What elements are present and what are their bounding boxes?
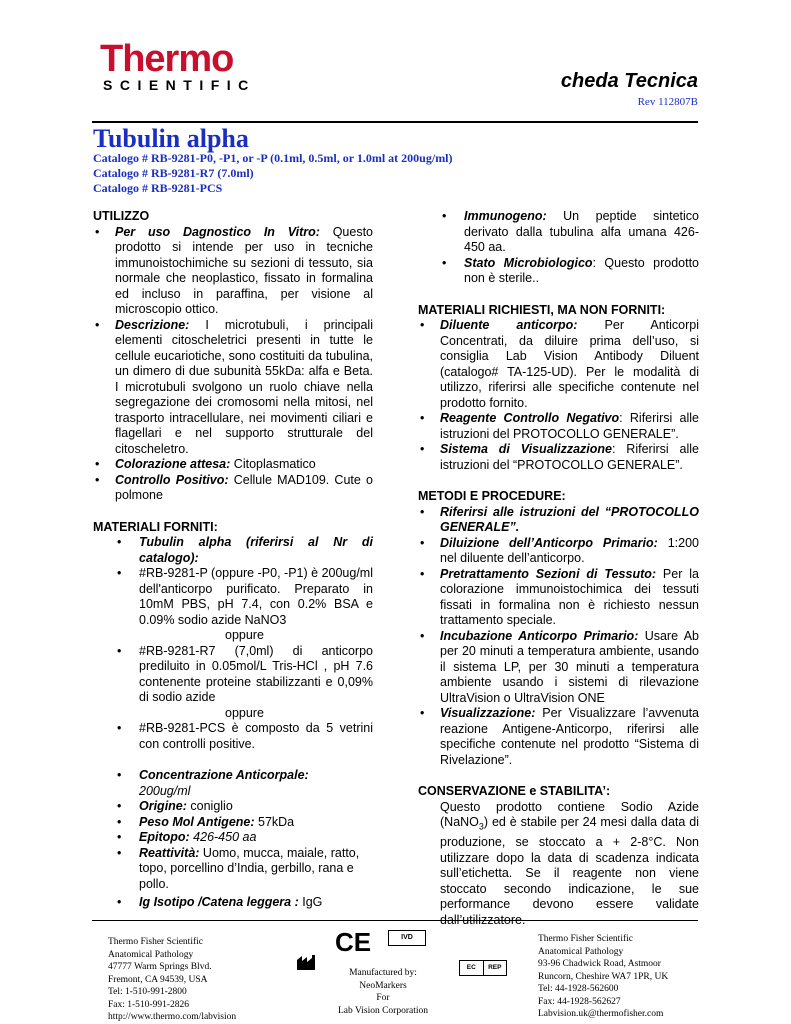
footer-line: 47777 Warm Springs Blvd. bbox=[108, 962, 212, 972]
item-text: : Riferirsi alle istruzioni del PROTOCOLLO GENERALE”. bbox=[440, 411, 699, 441]
footer-line: Fremont, CA 94539, USA bbox=[108, 974, 208, 985]
footer-address-uk bbox=[538, 933, 668, 1021]
footer-line: For bbox=[376, 993, 390, 1003]
section-heading-materiali-forniti: MATERIALI FORNITI: bbox=[93, 519, 218, 534]
footer-line: Tel: 44-1928-562600 bbox=[538, 984, 619, 994]
document-type: cheda Tecnica bbox=[560, 70, 698, 92]
item-text: Questo prodotto si intende per uso in tecniche immunoistochimiche su sezioni di tessuto, sia normale che neoplastico, fissato in formalina ed incluso in paraffina, per visione al microscopio ottico. bbox=[115, 224, 374, 316]
property-label: Epitopo: bbox=[139, 830, 190, 844]
list-item bbox=[93, 318, 373, 458]
list-item bbox=[93, 457, 373, 473]
ec-label: EC bbox=[460, 961, 484, 975]
item-label: Diluente anticorpo: bbox=[440, 318, 578, 332]
item-label: Incubazione Anticorpo Primario: bbox=[440, 628, 639, 643]
item-text: : Riferirsi alle istruzioni del “PROTOCOLLO GENERALE”. bbox=[440, 442, 699, 472]
list-item bbox=[93, 473, 373, 504]
item-label: Per uso Dagnostico In Vitro: bbox=[115, 224, 320, 239]
footer-line: Fax: 1-510-991-2826 bbox=[108, 999, 190, 1010]
list-item bbox=[93, 566, 373, 628]
item-text: Cellule MAD109. Cute o polmone bbox=[115, 472, 373, 502]
footer-line: 93-96 Chadwick Road, Astmoor bbox=[538, 959, 661, 969]
list-item bbox=[418, 209, 699, 256]
item-text: Per Anticorpi Concentrati, da diluire prima dell’uso, si consiglia Lab Vision Antibody Diluent (catalogo# TA-125-UD). Per le modalità di utilizzo, riferirsi alle specifiche contenute nel prodotto fornito. bbox=[440, 318, 699, 410]
property-item bbox=[93, 895, 373, 911]
footer-line: Lab Vision Corporation bbox=[337, 1005, 429, 1016]
item-label: Diluizione dell’Anticorpo Primario: bbox=[440, 535, 658, 550]
list-item bbox=[418, 411, 699, 442]
property-label: Peso Mol Antigene: bbox=[139, 814, 255, 829]
property-label: Origine: bbox=[139, 799, 187, 813]
section-heading-metodi: METODI E PROCEDURE: bbox=[418, 489, 566, 503]
footer-line: Anatomical Pathology bbox=[108, 949, 194, 960]
section-heading-conservazione: CONSERVAZIONE e STABILITA’: bbox=[418, 784, 611, 798]
storage-text bbox=[418, 800, 699, 929]
footer-divider bbox=[92, 920, 698, 921]
ivd-icon: IVD bbox=[388, 930, 426, 946]
property-item bbox=[93, 830, 373, 846]
footer-manufacturer bbox=[318, 967, 448, 1017]
footer-line: Thermo Fisher Scientific bbox=[538, 934, 633, 944]
property-label: Reattività: bbox=[139, 845, 200, 860]
list-item bbox=[418, 256, 699, 287]
item-text: #RB-9281-PCS è composto da 5 vetrini con controlli positive. bbox=[139, 721, 373, 751]
item-label: Riferirsi alle istruzioni del “PROTOCOLLO GENERALE”. bbox=[440, 504, 699, 534]
footer-line: Runcorn, Cheshire WA7 1PR, UK bbox=[538, 971, 669, 982]
item-text: Per la colorazione immunoistochimica dei tessuti fissati in formalina non è richiesto nessun trattamento speciale. bbox=[440, 566, 699, 627]
footer-line: Tel: 1-510-991-2800 bbox=[108, 987, 187, 997]
footer-line: Manufactured by: bbox=[349, 968, 417, 978]
list-item bbox=[418, 442, 699, 473]
page-title: Tubulin alpha bbox=[93, 124, 249, 153]
catalog-line: Catalogo # RB-9281-PCS bbox=[93, 181, 223, 195]
item-text: Un peptide sintetico derivato dalla tubulina alfa umana 426-450 aa. bbox=[464, 209, 699, 254]
list-item bbox=[418, 505, 699, 536]
footer-line: Fax: 44-1928-562627 bbox=[538, 996, 621, 1007]
rep-label: REP bbox=[488, 964, 502, 971]
property-label: Concentrazione Anticorpale: bbox=[139, 768, 309, 782]
footer-link[interactable]: http://www.thermo.com/labvision bbox=[108, 1012, 237, 1022]
storage-text-b: ) ed è stabile per 24 mesi dalla data di produzione, se stoccato a + 2-8°C. Non utilizzare dopo la data di scadenza indicata sull’etichetta. Se il reagente non viene stoccato secondo indicazione, le sue performance devono essere validate dall’utilizzatore. bbox=[440, 815, 699, 927]
property-label: Ig Isotipo /Catena leggera : bbox=[139, 895, 299, 909]
item-text: Citoplasmatico bbox=[230, 457, 316, 471]
item-text: #RB-9281-R7 (7,0ml) di anticorpo prediluito in 0.05mol/L Tris-HCl , pH 7.6 contenente proteine stabilizzanti e 0,09% di sodio azide bbox=[139, 643, 373, 704]
brand-logo: Thermo bbox=[100, 38, 234, 80]
list-item bbox=[93, 644, 373, 706]
section-heading-materiali-richiesti: MATERIALI RICHIESTI, MA NON FORNITI: bbox=[418, 302, 666, 317]
list-item bbox=[418, 567, 699, 629]
item-label: Controllo Positivo: bbox=[115, 472, 229, 487]
footer-email[interactable]: Labvision.uk@thermofisher.com bbox=[538, 1009, 664, 1019]
left-column bbox=[93, 209, 373, 911]
right-column bbox=[418, 209, 699, 928]
item-continuation: oppure bbox=[225, 705, 264, 720]
property-value: 57kDa bbox=[254, 814, 295, 829]
item-text: Tubulin alpha (riferirsi al Nr di catalogo): bbox=[139, 535, 373, 565]
list-item bbox=[93, 721, 373, 752]
section-heading-utilizzo: UTILIZZO bbox=[93, 209, 150, 223]
property-value: 200ug/ml bbox=[139, 783, 191, 798]
item-label: Stato Microbiologico bbox=[464, 255, 593, 270]
item-continuation: oppure bbox=[225, 628, 264, 642]
item-text: I microtubuli, i principali elementi citoscheletrici presenti in tutte le cellule eucariotiche, sono costituiti da tubulina, un dimero di due subunità 55kDa: alfa e Beta. I microtubuli svolgono un ruolo chiave nella segregazione dei cromosomi nella mitosi, nel trasporto intracellulare, nei movimenti ciliari e flagellari e nel supporto strutturale del citoscheletro. bbox=[115, 317, 373, 456]
footer-line: Anatomical Pathology bbox=[538, 946, 624, 957]
property-item bbox=[93, 768, 373, 799]
property-value: Uomo, mucca, maiale, ratto, topo, porcellino d’India, gerbillo, rana e pollo. bbox=[139, 845, 360, 891]
item-text: Per Visualizzare l’avvenuta reazione Antigene-Anticorpo, riferirsi alle specifiche contenute nel prodotto “Sistema di Rivelazione”. bbox=[440, 706, 699, 767]
subscript: 3 bbox=[478, 821, 484, 832]
item-label: Colorazione attesa: bbox=[115, 457, 231, 471]
item-text: Usare Ab per 20 minuti a temperatura ambiente, usando il sistema LP, per 30 minuti a temperatura ambiente usando i sistemi di rilevazione UltraVision o UltraVision ONE bbox=[440, 628, 699, 705]
footer-line: NeoMarkers bbox=[359, 980, 407, 991]
list-item bbox=[418, 318, 699, 411]
property-item bbox=[93, 799, 373, 815]
revision-number: Rev 112807B bbox=[637, 96, 698, 108]
property-item bbox=[93, 815, 373, 831]
item-label: Sistema di Visualizzazione bbox=[440, 442, 612, 456]
item-label: Reagente Controllo Negativo bbox=[440, 411, 620, 425]
item-label: Descrizione: bbox=[115, 317, 190, 332]
list-item bbox=[418, 706, 699, 768]
storage-text-a: Questo prodotto contiene Sodio Azide (NaNO bbox=[440, 799, 699, 829]
list-item bbox=[93, 535, 373, 566]
brand-logo-subtitle: SCIENTIFIC bbox=[103, 77, 256, 93]
property-value: 426-450 aa bbox=[189, 830, 257, 844]
property-item bbox=[93, 846, 373, 893]
footer-address-us bbox=[108, 936, 236, 1024]
list-item bbox=[418, 629, 699, 707]
property-value: coniglio bbox=[186, 799, 233, 813]
ce-mark-icon: CE bbox=[335, 927, 372, 957]
item-label: Immunogeno: bbox=[464, 209, 547, 223]
catalog-line: Catalogo # RB-9281-R7 (7.0ml) bbox=[93, 166, 254, 180]
property-value: IgG bbox=[298, 895, 323, 909]
list-item bbox=[418, 536, 699, 567]
item-label: Visualizzazione: bbox=[440, 706, 536, 720]
ec-rep-icon bbox=[459, 960, 507, 976]
item-label: Pretrattamento Sezioni di Tessuto: bbox=[440, 566, 657, 581]
catalog-line: Catalogo # RB-9281-P0, -P1, or -P (0.1ml, 0.5ml, or 1.0ml at 200ug/ml) bbox=[93, 151, 453, 165]
item-text: 1:200 nel diluente dell’anticorpo. bbox=[440, 535, 699, 565]
footer-line: Thermo Fisher Scientific bbox=[108, 937, 203, 947]
list-item bbox=[93, 225, 373, 318]
header-divider bbox=[92, 121, 698, 123]
item-text: #RB-9281-P (oppure -P0, -P1) è 200ug/ml dell'anticorpo purificato. Preparato in 10mM PBS, pH 7.4, con 0.2% BSA e 0.09% sodio azide NaNO3 bbox=[139, 566, 373, 627]
manufacturer-icon bbox=[296, 955, 316, 971]
item-text: : Questo prodotto non è sterile.. bbox=[464, 255, 699, 285]
